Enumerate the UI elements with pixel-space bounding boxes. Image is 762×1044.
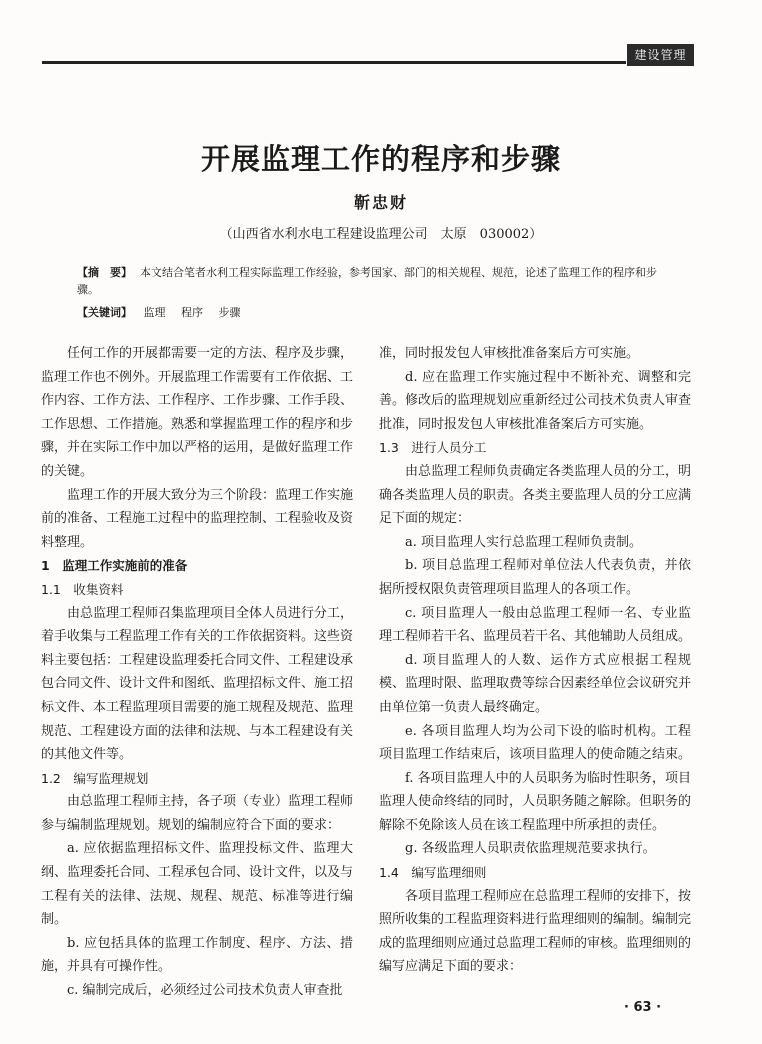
paragraph: 由总监理工程师负责确定各类监理人员的分工，明确各类监理人员的职责。各类主要监理人员的分工应满足下面的规定：: [379, 463, 692, 527]
paragraph: 由总监理工程师主持，各子项（专业）监理工程师参与编制监理规划。规划的编制应符合下面的要求：: [41, 794, 354, 833]
section-tag: 建设管理: [627, 44, 694, 66]
paragraph: 由总监理工程师召集监理项目全体人员进行分工，着手收集与工程监理工作有关的工作依据资料。这些资料主要包括：工程建设监理委托合同文件、工程建设承包合同文件、设计文件和图纸、监理招标文件、施工招标文件、本工程监理项目需要的施工规程及规范、监理规范、工程建设方面的法律和法规、与本工程建设有关的其他文件等。: [41, 605, 354, 763]
subsection-heading: 1.3 进行人员分工: [379, 440, 487, 456]
keyword: 监理: [143, 306, 166, 319]
list-item: f. 各项目监理人中的人员职务为临时性职务，项目监理人使命终结的同时，人员职务随之解除。但职务的解除不免除该人员在该工程监理中所承担的责任。: [379, 770, 692, 833]
list-item: b. 项目总监理工程师对单位法人代表负责，并依据所授权限负责管理项目监理人的各项工作。: [379, 558, 691, 597]
subsection-heading: 1.1 收集资料: [41, 581, 124, 597]
keywords-label: 【关键词】: [77, 306, 132, 319]
author-affiliation: （山西省水利水电工程建设监理公司 太原 030002）: [219, 227, 543, 242]
subsection-heading: 1.4 编写监理细则: [379, 865, 487, 881]
subsection-heading: 1.2 编写监理规划: [41, 770, 149, 786]
list-item: c. 编制完成后，必须经过公司技术负责人审查批: [67, 983, 343, 999]
list-item: a. 项目监理人实行总监理工程师负责制。: [405, 534, 643, 550]
list-item: e. 各项目监理人均为公司下设的临时机构。工程项目监理工作结束后，该项目监理人的使命随之结束。: [379, 723, 692, 763]
abstract-text: 本文结合笔者水利工程实际监理工作经验，参考国家、部门的相关规程、规范，论述了监理工作的程序和步骤。: [77, 266, 657, 296]
list-item: d. 应在监理工作实施过程中不断补充、调整和完善。修改后的监理规划应重新经过公司技术负责人审查批准，同时报发包人审核批准备案后方可实施。: [379, 369, 692, 432]
header-rule: [42, 61, 626, 64]
author-name: 靳忠财: [353, 193, 408, 212]
list-item: c. 项目监理人一般由总监理工程师一名、专业监理工程师若干名、监理员若干名、其他辅助人员组成。: [379, 605, 692, 645]
list-item: b. 应包括具体的监理工作制度、程序、方法、措施，并具有可操作性。: [41, 935, 353, 975]
paragraph: 各项目监理工程师应在总监理工程师的安排下，按照所收集的工程监理资料进行监理细则的编制。编制完成的监理细则应通过总监理工程师的审核。监理细则的编写应满足下面的要求：: [379, 888, 692, 975]
right-column: [379, 342, 691, 979]
paragraph: 任何工作的开展都需要一定的方法、程序及步骤，监理工作也不例外。开展监理工作需要有工作依据、工作内容、工作方法、工作程序、工作步骤、工作手段、工作思想、工作措施。熟悉和掌握监理工作的程序和步骤，并在实际工作中加以严格的运用，是做好监理工作的关键。: [41, 346, 354, 479]
paragraph: 监理工作的开展大致分为三个阶段：监理工作实施前的准备、工程施工过程中的监理控制、工程验收及资料整理。: [41, 487, 354, 550]
paragraph-continued: 准，同时报发包人审核批准备案后方可实施。: [379, 346, 640, 361]
left-column: [41, 342, 353, 1003]
keyword: 程序: [181, 306, 203, 319]
list-item: a. 应依据监理招标文件、监理投标文件、监理大纲、监理委托合同、工程承包合同、设计文件，以及与工程有关的法律、法规、规程、规范、标准等进行编制。: [41, 841, 354, 928]
abstract-label: 【摘 要】: [77, 266, 132, 279]
keywords: [77, 304, 671, 321]
section-heading: 1 监理工作实施前的准备: [41, 558, 188, 574]
page-number: · 63 ·: [624, 1000, 662, 1015]
keyword: 步骤: [218, 306, 241, 319]
list-item: g. 各级监理人员职责依监理规范要求执行。: [405, 841, 656, 857]
article-title: 开展监理工作的程序和步骤: [200, 142, 561, 176]
abstract: [77, 264, 671, 298]
list-item: d. 项目监理人的人数、运作方式应根据工程规模、监理时限、监理取费等综合因素经单位会议研究并由单位第一负责人最终确定。: [379, 652, 692, 715]
abstract-block: [77, 264, 671, 321]
